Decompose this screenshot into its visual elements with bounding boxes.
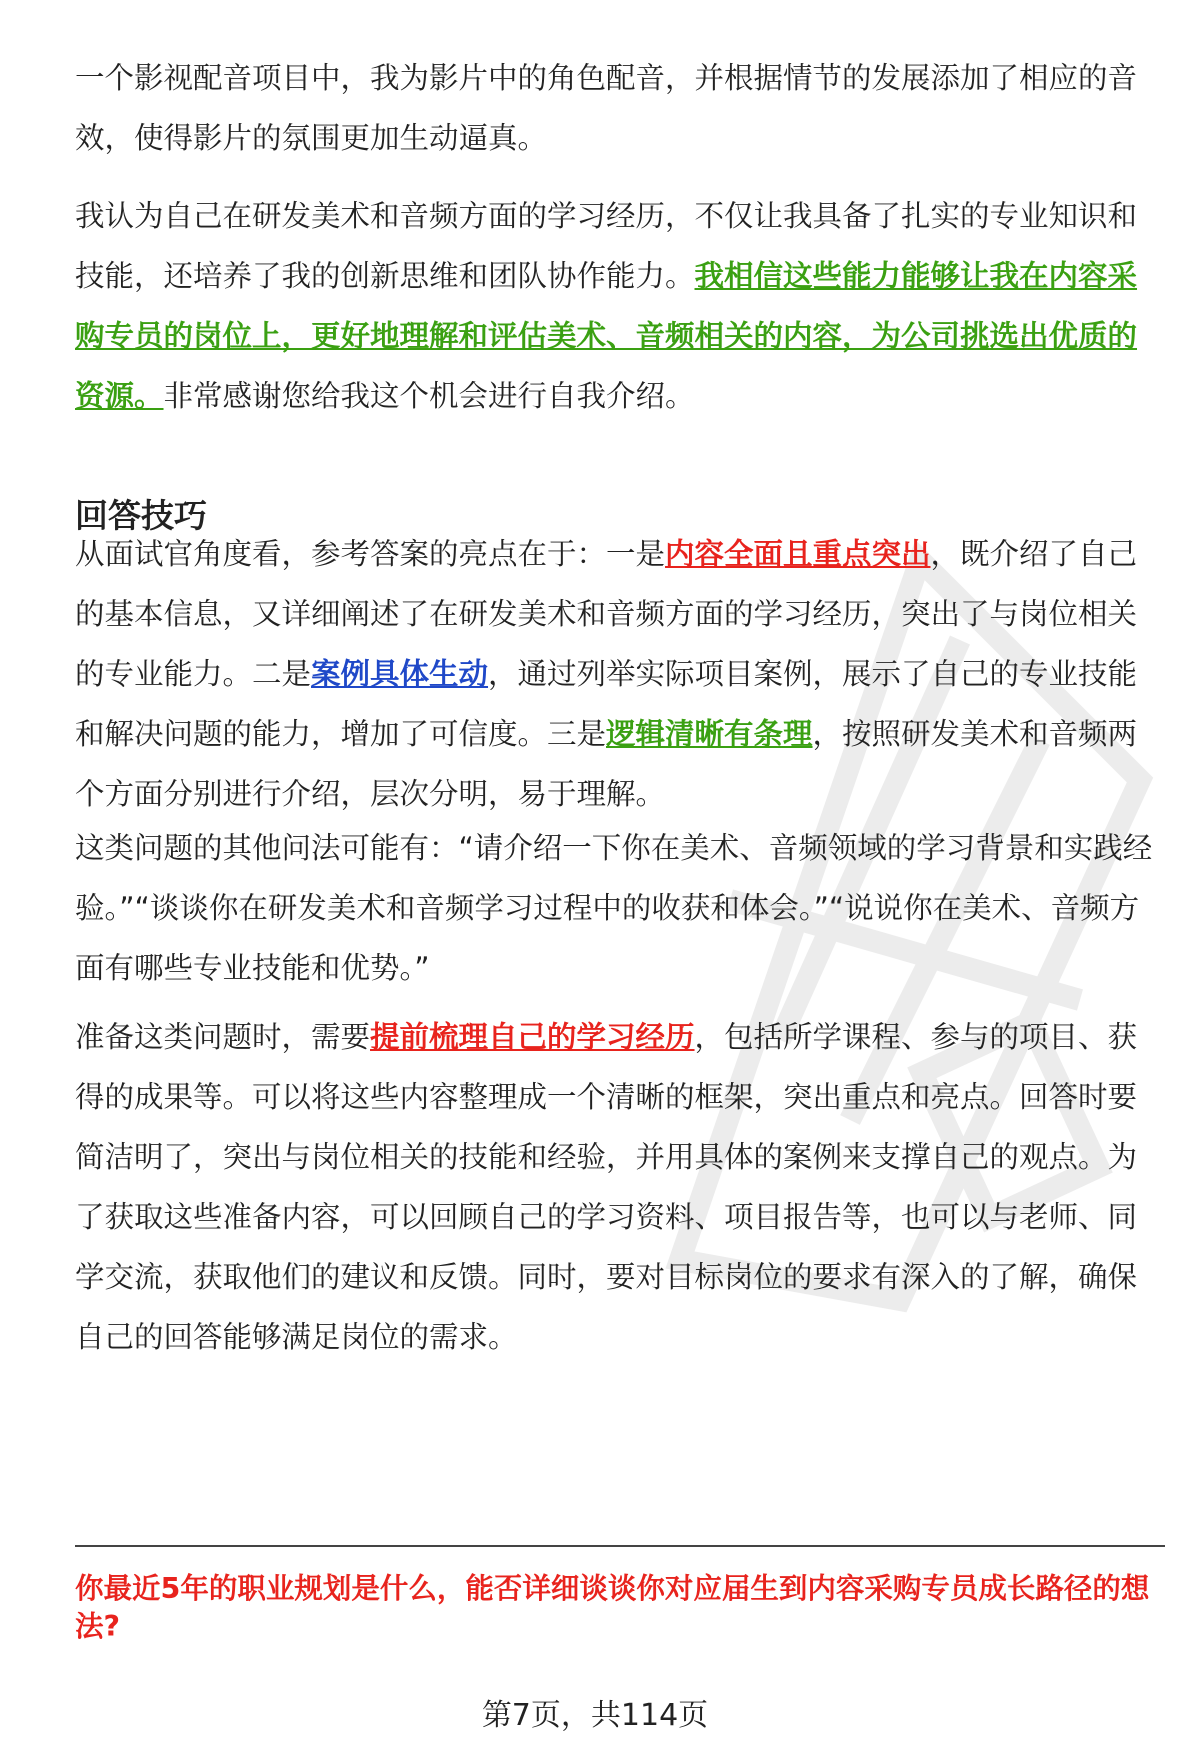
paragraph-text: 我认为自己在研发美术和音频方面的学习经历，不仅让我具备了扎实的专业知识和技能，还培养了我的创新思维和团队协作能力。 <box>75 199 1138 293</box>
paragraph-conclusion <box>75 186 1165 426</box>
highlight-blue-point: 案例具体生动 <box>311 657 489 691</box>
next-question-title: 你最近5年的职业规划是什么，能否详细谈谈你对应届生到内容采购专员成长路径的想法? <box>75 1572 1150 1643</box>
paragraph-text: 准备这类问题时，需要 <box>75 1020 371 1054</box>
paragraph-project-experience <box>75 48 1165 168</box>
section-divider <box>75 1545 1165 1547</box>
paragraph-text: ，包括所学课程、参与的项目、获得的成果等。可以将这些内容整理成一个清晰的框架，突出重点和亮点。回答时要简洁明了，突出与岗位相关的技能和经验，并用具体的案例来支撑自己的观点。为了获取这些准备内容，可以回顾自己的学习资料、项目报告等，也可以与老师、同学交流，获取他们的建议和反馈。同时，要对目标岗位的要求有深入的了解，确保自己的回答能够满足岗位的需求。 <box>75 1020 1138 1354</box>
paragraph-text: 一个影视配音项目中，我为影片中的角色配音，并根据情节的发展添加了相应的音效，使得影片的氛围更加生动逼真。 <box>75 61 1138 155</box>
paragraph-text: 非常感谢您给我这个机会进行自我介绍。 <box>163 379 695 413</box>
paragraph-text: ，通过列举实际项目案例，展示了自己的专业技能和解决问题的能力，增加了可信度。三是 <box>75 657 1138 751</box>
section-heading: 回答技巧 <box>75 496 207 535</box>
highlight-green-statement: 我相信这些能力能够让我在内容采购专员的岗位上，更好地理解和评估美术、音频相关的内容，为公司挑选出优质的资源。 <box>75 259 1138 413</box>
paragraph-highlights <box>75 524 1165 824</box>
paragraph-preparation <box>75 1007 1165 1367</box>
highlight-green-point: 逻辑清晰有条理 <box>606 717 813 751</box>
paragraph-text: 这类问题的其他问法可能有：“请介绍一下你在美术、音频领域的学习背景和实践经验。”“谈谈你在研发美术和音频学习过程中的收获和体会。”“说说你在美术、音频方面有哪些专业技能和优势。” <box>75 831 1153 985</box>
paragraph-text: 从面试官角度看，参考答案的亮点在于：一是 <box>75 537 666 571</box>
paragraph-text: ，按照研发美术和音频两个方面分别进行介绍，层次分明，易于理解。 <box>75 717 1138 811</box>
paragraph-text: ，既介绍了自己的基本信息，又详细阐述了在研发美术和音频方面的学习经历，突出了与岗位相关的专业能力。二是 <box>75 537 1138 691</box>
highlight-red-point: 提前梳理自己的学习经历 <box>370 1020 695 1054</box>
paragraph-alternative-questions <box>75 818 1165 998</box>
page-number-footer: 第7页，共114页 <box>481 1698 709 1733</box>
highlight-red-point: 内容全面且重点突出 <box>665 537 931 571</box>
